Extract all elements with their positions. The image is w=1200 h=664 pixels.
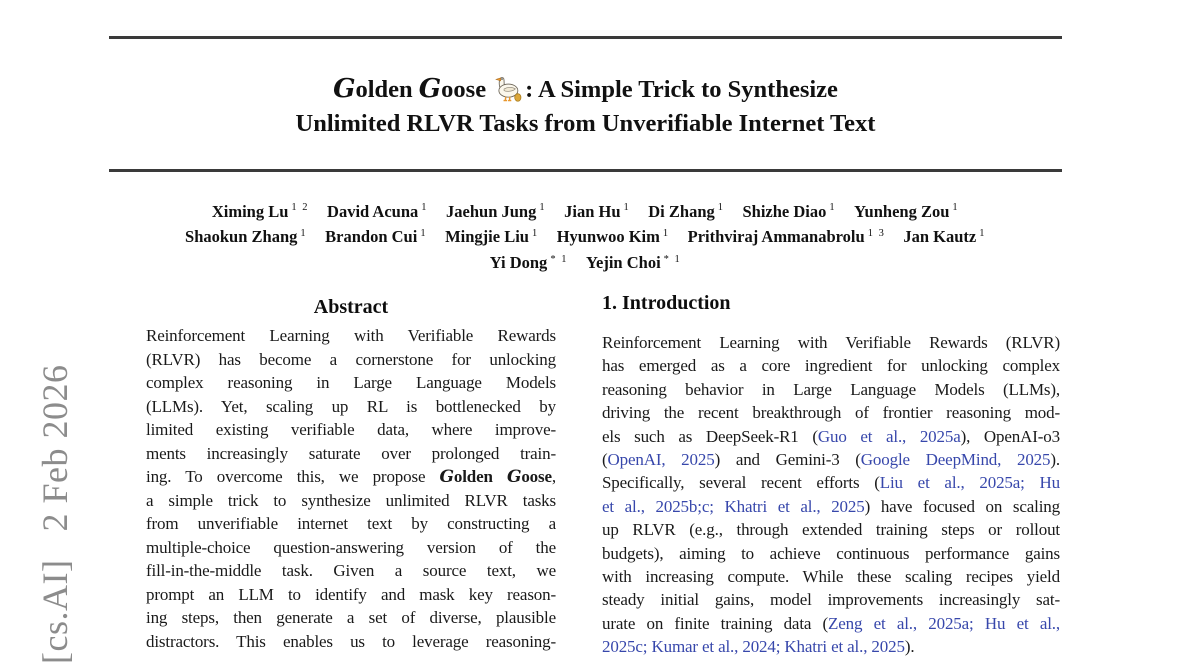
abstract-column <box>146 296 556 653</box>
author: Jan Kautz $^1$ <box>903 227 986 247</box>
text-line <box>146 442 556 466</box>
text-line <box>602 471 1060 494</box>
author: Shaokun Zhang $^1$ <box>185 227 308 247</box>
author: Hyunwoo Kim $^1$ <box>556 227 670 247</box>
text-line <box>602 612 1060 635</box>
text-line <box>602 542 1060 565</box>
author-affiliation-sup: 1 <box>421 202 429 213</box>
text-segment: ) have focused on scaling <box>864 496 1060 516</box>
arxiv-date: 2 Feb 2026 <box>35 364 75 532</box>
author-affiliation-sup: 1 <box>979 227 986 239</box>
text-segment: ( <box>602 449 608 469</box>
text-segment: ing steps, then generate a set of diverse, plausible <box>146 608 556 627</box>
author-affiliation-sup: 1 <box>531 227 539 239</box>
text-segment: G <box>439 467 454 487</box>
paper-title <box>109 72 1062 141</box>
title-text: oose <box>441 76 487 103</box>
text-line <box>146 348 556 372</box>
text-line <box>602 518 1060 541</box>
text-line <box>146 395 556 419</box>
title-fancy-g: G <box>333 73 356 104</box>
text-line <box>146 559 556 583</box>
author-affiliation-sup: 1 <box>300 227 308 239</box>
title-fancy-g: G <box>418 73 442 104</box>
author-affiliation-sup: * 1 <box>550 253 568 265</box>
text-line <box>602 495 1060 518</box>
text-line <box>602 354 1060 377</box>
author: Jian Hu $^1$ <box>564 201 631 221</box>
text-segment: prompt an LLM to identify and mask key reason- <box>146 584 556 604</box>
author: David Acuna $^1$ <box>327 201 429 221</box>
introduction-text <box>602 331 1060 658</box>
author: Shizhe Diao $^1$ <box>742 201 837 221</box>
author-affiliation-sup: 1 2 <box>291 202 310 213</box>
author: Yunheng Zou $^1$ <box>854 201 960 221</box>
author-line <box>109 223 1062 249</box>
text-segment: budgets), aiming to achieve continuous performance gains <box>602 543 1060 563</box>
text-line <box>146 489 556 513</box>
text-segment: (RLVR) has become a cornerstone for unlocking <box>146 349 556 369</box>
text-segment: olden <box>453 467 507 486</box>
text-line <box>146 418 556 442</box>
citation-link[interactable]: Guo et al., 2025a <box>817 426 961 446</box>
text-line <box>602 565 1060 588</box>
arxiv-category: [cs.AI] <box>35 559 75 664</box>
title-text: : A Simple Trick to Synthesize <box>525 76 838 103</box>
text-segment: driving the recent breakthrough of frontier reasoning mod- <box>602 403 1060 423</box>
text-segment: steady initial gains, model improvements increasingly sat- <box>602 590 1060 610</box>
introduction-column <box>602 292 1060 658</box>
author: Jaehun Jung $^1$ <box>446 201 547 221</box>
text-line <box>602 448 1060 471</box>
text-segment: , <box>551 467 556 486</box>
author-line <box>109 249 1062 275</box>
arxiv-watermark <box>34 365 76 664</box>
author: Mingjie Liu $^1$ <box>445 227 539 247</box>
goose-icon <box>492 74 523 102</box>
text-line <box>602 401 1060 424</box>
text-segment: Reinforcement Learning with Verifiable Rewards (RLVR) <box>602 333 1060 352</box>
author-affiliation-sup: 1 <box>623 202 631 213</box>
citation-link[interactable]: 2025c; Kumar et al., 2024; Khatri et al., 2025 <box>602 637 905 657</box>
author: Ximing Lu $^{1 2}$ <box>211 201 310 221</box>
citation-link[interactable]: OpenAI, 2025 <box>607 449 715 469</box>
title-text: olden <box>355 76 419 103</box>
citation-link[interactable]: Google DeepMind, 2025 <box>860 449 1051 469</box>
text-line <box>146 371 556 395</box>
text-line <box>146 512 556 536</box>
author-list <box>109 197 1062 274</box>
text-line <box>146 583 556 607</box>
author: Yi Dong $^{* 1}$ <box>489 253 568 273</box>
text-segment: reasoning behavior in Large Language Models (LLMs), <box>602 379 1060 399</box>
text-segment: G <box>506 467 522 487</box>
author-affiliation-sup: 1 <box>539 202 547 213</box>
text-segment: distractors. This enables us to leverage reasoning- <box>146 631 556 651</box>
introduction-heading: 1. Introduction <box>602 292 731 314</box>
text-segment: complex reasoning in Large Language Models <box>146 373 556 392</box>
text-segment: ). <box>1050 449 1060 469</box>
abstract-heading: Abstract <box>313 296 389 318</box>
text-line <box>602 635 1060 658</box>
text-segment: from unverifiable internet text by constructing a <box>146 514 556 533</box>
text-line <box>602 331 1060 354</box>
citation-link[interactable]: Zeng et al., 2025a; Hu et al., <box>828 613 1060 633</box>
text-line <box>146 324 556 348</box>
divider-mid <box>109 169 1062 172</box>
title-line-2: Unlimited RLVR Tasks from Unverifiable Internet Text <box>295 110 876 137</box>
author-line <box>109 197 1062 223</box>
divider-top <box>109 36 1062 39</box>
text-segment: Reinforcement Learning with Verifiable Rewards <box>146 326 556 345</box>
text-segment: ). <box>904 637 915 657</box>
author: Prithviraj Ammanabrolu $^{1 3}$ <box>687 227 886 247</box>
author-affiliation-sup: 1 <box>662 227 670 239</box>
text-segment: has emerged as a core ingredient for unlocking complex <box>602 356 1060 376</box>
text-line <box>146 465 556 489</box>
text-segment: Specifically, several recent efforts ( <box>602 473 880 493</box>
text-line <box>602 378 1060 401</box>
author: Brandon Cui $^1$ <box>325 227 428 247</box>
text-segment: multiple-choice question-answering version of the <box>146 537 556 557</box>
author-affiliation-sup: 1 <box>952 202 960 213</box>
citation-link[interactable]: et al., 2025b;c; Khatri et al., 2025 <box>602 496 865 516</box>
text-line <box>602 588 1060 611</box>
author-affiliation-sup: * 1 <box>663 253 682 265</box>
text-line <box>146 630 556 654</box>
text-segment: els such as DeepSeek-R1 ( <box>602 426 818 446</box>
text-segment: ) and Gemini-3 ( <box>714 449 861 469</box>
text-segment: (LLMs). Yet, scaling up RL is bottlenecked by <box>146 396 556 416</box>
title-line-1 <box>109 72 1062 107</box>
author-affiliation-sup: 1 <box>420 227 428 239</box>
author: Di Zhang $^1$ <box>648 201 725 221</box>
text-segment: fill-in-the-middle task. Given a source text, we <box>146 561 556 580</box>
abstract-text <box>146 324 556 653</box>
text-segment: with increasing compute. While these scaling recipes yield <box>602 566 1060 586</box>
text-line <box>146 606 556 630</box>
text-segment: ), OpenAI-o3 <box>960 426 1060 446</box>
author-affiliation-sup: 1 <box>717 202 725 213</box>
author: Yejin Choi $^{* 1}$ <box>585 253 682 273</box>
text-segment: ments increasingly saturate over prolonged train- <box>146 443 556 463</box>
text-line <box>602 425 1060 448</box>
text-segment: urate on finite training data ( <box>602 613 829 633</box>
text-line <box>146 536 556 560</box>
text-segment: limited existing verifiable data, where improve- <box>146 420 556 439</box>
text-segment: a simple trick to synthesize unlimited RLVR tasks <box>146 490 556 510</box>
text-segment: oose <box>521 467 552 486</box>
text-segment: up RLVR (e.g., through extended training steps or rollout <box>602 520 1060 540</box>
author-affiliation-sup: 1 <box>829 202 837 213</box>
text-segment: ing. To overcome this, we propose <box>146 467 440 486</box>
citation-link[interactable]: Liu et al., 2025a; Hu <box>879 473 1060 493</box>
author-affiliation-sup: 1 3 <box>867 227 886 239</box>
